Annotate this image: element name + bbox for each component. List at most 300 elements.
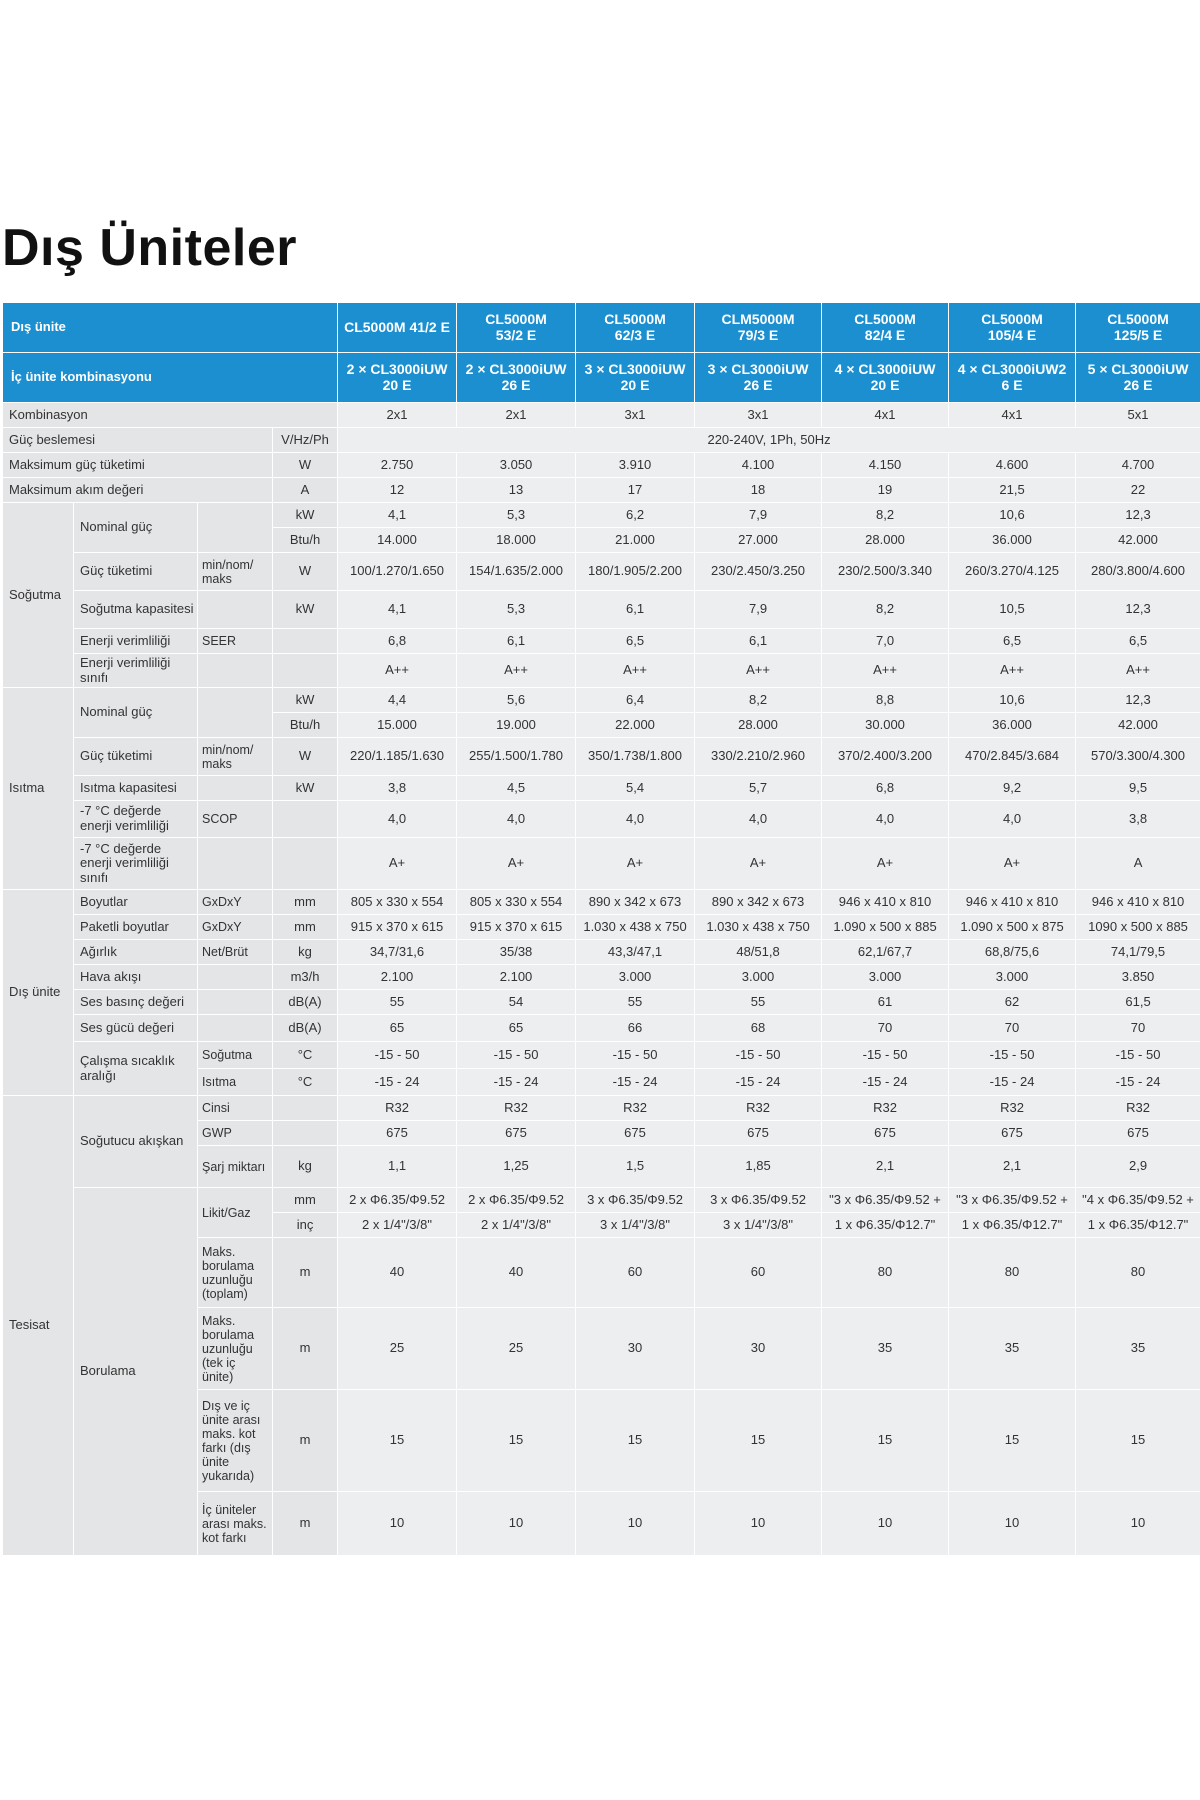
sogutma-kapasite-value-4: 7,9 xyxy=(695,591,822,629)
sogutma-kapasite-value-7: 12,3 xyxy=(1076,591,1200,629)
max-guc-unit: W xyxy=(273,453,338,478)
sogutma-nominal-kw-unit: kW xyxy=(273,503,338,528)
dis-calisma-heating-value-5: -15 - 24 xyxy=(822,1069,949,1096)
borulama-likit-mm-value-4: 3 x Φ6.35/Φ9.52 xyxy=(695,1188,822,1213)
isitma-kapasite-unit: kW xyxy=(273,776,338,801)
sogutma-verimlilik-value-6: 6,5 xyxy=(949,629,1076,654)
sogutma-kapasite-value-2: 5,3 xyxy=(457,591,576,629)
borulama-tek-value-2: 25 xyxy=(457,1308,576,1390)
borulama-kot-dis-value-5: 15 xyxy=(822,1390,949,1492)
header-model-4: CLM5000M 79/3 E xyxy=(695,303,822,353)
dis-hava-ref xyxy=(198,965,273,990)
sogutma-verimlilik xyxy=(3,629,1200,654)
dis-calisma-cooling-value-5: -15 - 50 xyxy=(822,1042,949,1069)
dis-hava-value-1: 2.100 xyxy=(338,965,457,990)
max-guc-value-1: 2.750 xyxy=(338,453,457,478)
sogutma-group-label: Soğutma xyxy=(3,503,74,688)
isitma-verimlilik-value-7: 3,8 xyxy=(1076,801,1200,838)
sogutucu-sarj-ref: Şarj miktarı xyxy=(198,1146,273,1188)
borulama-likit-inc-value-3: 3 x 1/4"/3/8" xyxy=(576,1213,695,1238)
borulama-toplam-value-5: 80 xyxy=(822,1238,949,1308)
dis-ses-basinc-unit: dB(A) xyxy=(273,990,338,1015)
isitma-sinif-value-4: A+ xyxy=(695,838,822,890)
isitma-sinif-label: -7 °C değerde enerji verimliliği sınıfı xyxy=(74,838,198,890)
dis-ses-basinc-ref xyxy=(198,990,273,1015)
sogutma-nominal-btu-value-4: 27.000 xyxy=(695,528,822,553)
dis-ses-basinc-value-3: 55 xyxy=(576,990,695,1015)
borulama-likit-mm xyxy=(3,1188,1200,1213)
max-akim-value-7: 22 xyxy=(1076,478,1200,503)
sogutucu-sarj-value-1: 1,1 xyxy=(338,1146,457,1188)
dis-ses-basinc-value-5: 61 xyxy=(822,990,949,1015)
kombinasyon-value-4: 3x1 xyxy=(695,403,822,428)
dis-ses-gucu-value-7: 70 xyxy=(1076,1015,1200,1042)
sogutma-guc-tuketimi-ref: min/nom/ maks xyxy=(198,553,273,591)
isitma-guc-tuketimi xyxy=(3,738,1200,776)
max-akim-value-2: 13 xyxy=(457,478,576,503)
sogutucu-gwp-value-1: 675 xyxy=(338,1121,457,1146)
sogutma-verimlilik-ref: SEER xyxy=(198,629,273,654)
kombinasyon-value-6: 4x1 xyxy=(949,403,1076,428)
isitma-nominal-btu-value-2: 19.000 xyxy=(457,713,576,738)
dis-ses-gucu-value-1: 65 xyxy=(338,1015,457,1042)
isitma-nominal-kw-value-1: 4,4 xyxy=(338,688,457,713)
dis-ses-basinc-label: Ses basınç değeri xyxy=(74,990,198,1015)
dis-ses-gucu-value-5: 70 xyxy=(822,1015,949,1042)
isitma-nominal-btu-value-3: 22.000 xyxy=(576,713,695,738)
sogutucu-cinsi-value-1: R32 xyxy=(338,1096,457,1121)
dis-paketli-value-2: 915 x 370 x 615 xyxy=(457,915,576,940)
dis-calisma-heating-value-6: -15 - 24 xyxy=(949,1069,1076,1096)
kombinasyon-label: Kombinasyon xyxy=(3,403,338,428)
dis-boyutlar-value-2: 805 x 330 x 554 xyxy=(457,890,576,915)
dis-ses-gucu-value-2: 65 xyxy=(457,1015,576,1042)
borulama-kot-dis-value-1: 15 xyxy=(338,1390,457,1492)
sogutma-sinif-ref xyxy=(198,654,273,688)
sogutma-nominal-kw-value-3: 6,2 xyxy=(576,503,695,528)
header-model-5: CL5000M 82/4 E xyxy=(822,303,949,353)
dis-agirlik-unit: kg xyxy=(273,940,338,965)
sogutucu-cinsi-value-2: R32 xyxy=(457,1096,576,1121)
guc-beslemesi-unit: V/Hz/Ph xyxy=(273,428,338,453)
dis-agirlik-value-2: 35/38 xyxy=(457,940,576,965)
max-guc-value-4: 4.100 xyxy=(695,453,822,478)
isitma-guc-tuketimi-unit: W xyxy=(273,738,338,776)
sogutma-kapasite xyxy=(3,591,1200,629)
isitma-sinif-unit xyxy=(273,838,338,890)
max-akim-value-1: 12 xyxy=(338,478,457,503)
isitma-nominal-kw-unit: kW xyxy=(273,688,338,713)
max-akim-value-5: 19 xyxy=(822,478,949,503)
guc-beslemesi-value: 220-240V, 1Ph, 50Hz xyxy=(338,428,1200,453)
isitma-sinif xyxy=(3,838,1200,890)
dis-hava-value-3: 3.000 xyxy=(576,965,695,990)
isitma-nominal-btu-value-7: 42.000 xyxy=(1076,713,1200,738)
dis-calisma-cooling-value-3: -15 - 50 xyxy=(576,1042,695,1069)
isitma-kapasite-value-2: 4,5 xyxy=(457,776,576,801)
row-max-guc xyxy=(3,453,1200,478)
isitma-guc-tuketimi-ref: min/nom/ maks xyxy=(198,738,273,776)
dis-calisma-label: Çalışma sıcaklık aralığı xyxy=(74,1042,198,1096)
sogutucu-cinsi-ref: Cinsi xyxy=(198,1096,273,1121)
isitma-kapasite-value-6: 9,2 xyxy=(949,776,1076,801)
sogutma-nominal-kw xyxy=(3,503,1200,528)
dis-ses-basinc-value-4: 55 xyxy=(695,990,822,1015)
spec-table-body xyxy=(3,303,1200,1556)
dis-hava-label: Hava akışı xyxy=(74,965,198,990)
dis-ses-gucu-value-4: 68 xyxy=(695,1015,822,1042)
sogutma-sinif-value-7: A++ xyxy=(1076,654,1200,688)
dis-boyutlar-ref: GxDxY xyxy=(198,890,273,915)
dis-agirlik-value-6: 68,8/75,6 xyxy=(949,940,1076,965)
borulama-likit-mm-value-1: 2 x Φ6.35/Φ9.52 xyxy=(338,1188,457,1213)
isitma-verimlilik-value-1: 4,0 xyxy=(338,801,457,838)
isitma-sinif-ref xyxy=(198,838,273,890)
dis-calisma-heating-value-1: -15 - 24 xyxy=(338,1069,457,1096)
sogutucu-label: Soğutucu akışkan xyxy=(74,1096,198,1188)
isitma-verimlilik-value-5: 4,0 xyxy=(822,801,949,838)
dis-hava-value-4: 3.000 xyxy=(695,965,822,990)
borulama-kot-ic-value-6: 10 xyxy=(949,1492,1076,1556)
sogutma-guc-tuketimi xyxy=(3,553,1200,591)
sogutma-kapasite-label: Soğutma kapasitesi xyxy=(74,591,198,629)
sogutma-nominal-kw-value-5: 8,2 xyxy=(822,503,949,528)
sogutma-nominal-btu-value-1: 14.000 xyxy=(338,528,457,553)
sogutma-guc-tuketimi-value-6: 260/3.270/4.125 xyxy=(949,553,1076,591)
isitma-kapasite-label: Isıtma kapasitesi xyxy=(74,776,198,801)
sogutma-verimlilik-value-5: 7,0 xyxy=(822,629,949,654)
dis-ses-basinc-value-2: 54 xyxy=(457,990,576,1015)
borulama-likit-mm-value-3: 3 x Φ6.35/Φ9.52 xyxy=(576,1188,695,1213)
isitma-guc-tuketimi-value-7: 570/3.300/4.300 xyxy=(1076,738,1200,776)
sogutma-nominal-kw-value-7: 12,3 xyxy=(1076,503,1200,528)
borulama-kot-ic-value-4: 10 xyxy=(695,1492,822,1556)
borulama-toplam-unit: m xyxy=(273,1238,338,1308)
dis-paketli-unit: mm xyxy=(273,915,338,940)
dis-agirlik xyxy=(3,940,1200,965)
sogutma-guc-tuketimi-value-1: 100/1.270/1.650 xyxy=(338,553,457,591)
sogutma-sinif-label: Enerji verimliliği sınıfı xyxy=(74,654,198,688)
dis-ses-gucu xyxy=(3,1015,1200,1042)
sogutma-guc-tuketimi-value-5: 230/2.500/3.340 xyxy=(822,553,949,591)
borulama-likit-ref: Likit/Gaz xyxy=(198,1188,273,1238)
header-row-indoor xyxy=(3,353,1200,403)
isitma-sinif-value-3: A+ xyxy=(576,838,695,890)
sogutma-kapasite-value-5: 8,2 xyxy=(822,591,949,629)
max-guc-value-6: 4.600 xyxy=(949,453,1076,478)
dis-paketli-value-3: 1.030 x 438 x 750 xyxy=(576,915,695,940)
dis-calisma-cooling-ref: Soğutma xyxy=(198,1042,273,1069)
sogutucu-sarj-value-7: 2,9 xyxy=(1076,1146,1200,1188)
isitma-guc-tuketimi-label: Güç tüketimi xyxy=(74,738,198,776)
dis-boyutlar-value-3: 890 x 342 x 673 xyxy=(576,890,695,915)
dis-boyutlar-value-7: 946 x 410 x 810 xyxy=(1076,890,1200,915)
isitma-sinif-value-5: A+ xyxy=(822,838,949,890)
header-model-1: CL5000M 41/2 E xyxy=(338,303,457,353)
sogutucu-cinsi-value-4: R32 xyxy=(695,1096,822,1121)
dis-paketli-value-6: 1.090 x 500 x 875 xyxy=(949,915,1076,940)
borulama-toplam-value-3: 60 xyxy=(576,1238,695,1308)
dis-agirlik-label: Ağırlık xyxy=(74,940,198,965)
dis-ses-basinc-value-7: 61,5 xyxy=(1076,990,1200,1015)
sogutucu-sarj-unit: kg xyxy=(273,1146,338,1188)
isitma-verimlilik xyxy=(3,801,1200,838)
sogutma-kapasite-value-3: 6,1 xyxy=(576,591,695,629)
sogutma-kapasite-ref xyxy=(198,591,273,629)
sogutma-verimlilik-value-3: 6,5 xyxy=(576,629,695,654)
sogutucu-cinsi-value-7: R32 xyxy=(1076,1096,1200,1121)
dis-calisma-cooling-value-4: -15 - 50 xyxy=(695,1042,822,1069)
borulama-kot-ic-value-3: 10 xyxy=(576,1492,695,1556)
dis-paketli-label: Paketli boyutlar xyxy=(74,915,198,940)
sogutma-kapasite-value-1: 4,1 xyxy=(338,591,457,629)
borulama-kot-ic-value-2: 10 xyxy=(457,1492,576,1556)
sogutucu-sarj-value-3: 1,5 xyxy=(576,1146,695,1188)
header-indoor-5: 4 × CL3000iUW 20 E xyxy=(822,353,949,403)
dis-ses-basinc xyxy=(3,990,1200,1015)
header-model-3: CL5000M 62/3 E xyxy=(576,303,695,353)
max-akim-value-6: 21,5 xyxy=(949,478,1076,503)
dis-boyutlar xyxy=(3,890,1200,915)
isitma-verimlilik-value-4: 4,0 xyxy=(695,801,822,838)
row-guc-beslemesi xyxy=(3,428,1200,453)
sogutma-sinif xyxy=(3,654,1200,688)
dis-calisma-cooling-unit: °C xyxy=(273,1042,338,1069)
dis-agirlik-value-3: 43,3/47,1 xyxy=(576,940,695,965)
sogutma-verimlilik-unit xyxy=(273,629,338,654)
borulama-tek-value-4: 30 xyxy=(695,1308,822,1390)
isitma-sinif-value-7: A xyxy=(1076,838,1200,890)
max-guc-value-2: 3.050 xyxy=(457,453,576,478)
sogutma-guc-tuketimi-value-3: 180/1.905/2.200 xyxy=(576,553,695,591)
kombinasyon-value-1: 2x1 xyxy=(338,403,457,428)
dis-paketli-ref: GxDxY xyxy=(198,915,273,940)
borulama-tek-unit: m xyxy=(273,1308,338,1390)
dis-ses-gucu-value-6: 70 xyxy=(949,1015,1076,1042)
borulama-tek-value-6: 35 xyxy=(949,1308,1076,1390)
kombinasyon-value-3: 3x1 xyxy=(576,403,695,428)
dis-ses-gucu-unit: dB(A) xyxy=(273,1015,338,1042)
sogutma-nominal-kw-value-2: 5,3 xyxy=(457,503,576,528)
isitma-kapasite-value-5: 6,8 xyxy=(822,776,949,801)
header-outdoor-label: Dış ünite xyxy=(3,303,338,353)
page-title: Dış Üniteler xyxy=(2,219,297,277)
borulama-kot-dis-value-7: 15 xyxy=(1076,1390,1200,1492)
borulama-toplam-value-7: 80 xyxy=(1076,1238,1200,1308)
sogutma-guc-tuketimi-value-2: 154/1.635/2.000 xyxy=(457,553,576,591)
dis-boyutlar-value-4: 890 x 342 x 673 xyxy=(695,890,822,915)
sogutma-verimlilik-value-2: 6,1 xyxy=(457,629,576,654)
sogutma-nominal-btu-value-6: 36.000 xyxy=(949,528,1076,553)
header-indoor-3: 3 × CL3000iUW 20 E xyxy=(576,353,695,403)
dis-paketli-value-7: 1090 x 500 x 885 xyxy=(1076,915,1200,940)
isitma-sinif-value-1: A+ xyxy=(338,838,457,890)
dis-calisma-cooling-value-6: -15 - 50 xyxy=(949,1042,1076,1069)
dis-paketli-value-1: 915 x 370 x 615 xyxy=(338,915,457,940)
header-row-outdoor xyxy=(3,303,1200,353)
dis-ses-basinc-value-1: 55 xyxy=(338,990,457,1015)
borulama-likit-mm-value-6: "3 x Φ6.35/Φ9.52 + xyxy=(949,1188,1076,1213)
sogutma-nominal-btu-value-5: 28.000 xyxy=(822,528,949,553)
sogutucu-sarj-value-6: 2,1 xyxy=(949,1146,1076,1188)
isitma-nominal-btu-value-1: 15.000 xyxy=(338,713,457,738)
max-akim-value-4: 18 xyxy=(695,478,822,503)
isitma-guc-tuketimi-value-1: 220/1.185/1.630 xyxy=(338,738,457,776)
borulama-likit-inc-value-2: 2 x 1/4"/3/8" xyxy=(457,1213,576,1238)
sogutucu-gwp-unit xyxy=(273,1121,338,1146)
sogutucu-cinsi-value-3: R32 xyxy=(576,1096,695,1121)
isitma-kapasite-ref xyxy=(198,776,273,801)
isitma-nominal-ref xyxy=(198,688,273,738)
sogutucu-cinsi-value-6: R32 xyxy=(949,1096,1076,1121)
sogutucu-sarj-value-5: 2,1 xyxy=(822,1146,949,1188)
borulama-tek-value-1: 25 xyxy=(338,1308,457,1390)
isitma-nominal-kw-value-7: 12,3 xyxy=(1076,688,1200,713)
sogutucu-sarj-value-4: 1,85 xyxy=(695,1146,822,1188)
borulama-kot-dis-value-4: 15 xyxy=(695,1390,822,1492)
isitma-nominal-kw-value-6: 10,6 xyxy=(949,688,1076,713)
borulama-likit-inc-value-5: 1 x Φ6.35/Φ12.7" xyxy=(822,1213,949,1238)
sogutucu-gwp-value-5: 675 xyxy=(822,1121,949,1146)
sogutma-nominal-btu-value-3: 21.000 xyxy=(576,528,695,553)
sogutucu-gwp-value-7: 675 xyxy=(1076,1121,1200,1146)
max-guc-value-5: 4.150 xyxy=(822,453,949,478)
isitma-nominal-btu-value-4: 28.000 xyxy=(695,713,822,738)
dis-ses-basinc-value-6: 62 xyxy=(949,990,1076,1015)
borulama-kot-ic-value-7: 10 xyxy=(1076,1492,1200,1556)
kombinasyon-value-5: 4x1 xyxy=(822,403,949,428)
isitma-group-label: Isıtma xyxy=(3,688,74,890)
max-akim-label: Maksimum akım değeri xyxy=(3,478,273,503)
isitma-verimlilik-value-2: 4,0 xyxy=(457,801,576,838)
sogutucu-gwp-value-2: 675 xyxy=(457,1121,576,1146)
dis-agirlik-value-5: 62,1/67,7 xyxy=(822,940,949,965)
isitma-nominal-kw-value-2: 5,6 xyxy=(457,688,576,713)
isitma-nominal-label: Nominal güç xyxy=(74,688,198,738)
max-guc-value-3: 3.910 xyxy=(576,453,695,478)
isitma-nominal-btu-value-6: 36.000 xyxy=(949,713,1076,738)
borulama-label: Borulama xyxy=(74,1188,198,1556)
borulama-kot-ic-value-1: 10 xyxy=(338,1492,457,1556)
sogutma-nominal-kw-value-6: 10,6 xyxy=(949,503,1076,528)
dis-hava-value-5: 3.000 xyxy=(822,965,949,990)
dis-calisma-heating-ref: Isıtma xyxy=(198,1069,273,1096)
isitma-nominal-kw xyxy=(3,688,1200,713)
borulama-tek-value-5: 35 xyxy=(822,1308,949,1390)
row-kombinasyon xyxy=(3,403,1200,428)
dis-boyutlar-unit: mm xyxy=(273,890,338,915)
sogutma-verimlilik-value-4: 6,1 xyxy=(695,629,822,654)
sogutma-verimlilik-label: Enerji verimliliği xyxy=(74,629,198,654)
dis-calisma-cooling-value-7: -15 - 50 xyxy=(1076,1042,1200,1069)
isitma-nominal-btu-value-5: 30.000 xyxy=(822,713,949,738)
borulama-toplam-ref: Maks. borulama uzunluğu (toplam) xyxy=(198,1238,273,1308)
max-guc-label: Maksimum güç tüketimi xyxy=(3,453,273,478)
dis-calisma-heating-value-3: -15 - 24 xyxy=(576,1069,695,1096)
dis-agirlik-value-7: 74,1/79,5 xyxy=(1076,940,1200,965)
tesisat-cinsi xyxy=(3,1096,1200,1121)
borulama-kot-ic-ref: İç üniteler arası maks. kot farkı xyxy=(198,1492,273,1556)
sogutma-nominal-btu-value-2: 18.000 xyxy=(457,528,576,553)
dis-paketli-value-5: 1.090 x 500 x 885 xyxy=(822,915,949,940)
guc-beslemesi-label: Güç beslemesi xyxy=(3,428,273,453)
sogutma-sinif-unit xyxy=(273,654,338,688)
header-indoor-4: 3 × CL3000iUW 26 E xyxy=(695,353,822,403)
sogutucu-sarj-value-2: 1,25 xyxy=(457,1146,576,1188)
dis-ses-gucu-ref xyxy=(198,1015,273,1042)
sogutma-guc-tuketimi-unit: W xyxy=(273,553,338,591)
borulama-tek-value-7: 35 xyxy=(1076,1308,1200,1390)
dis-agirlik-value-1: 34,7/31,6 xyxy=(338,940,457,965)
isitma-verimlilik-value-6: 4,0 xyxy=(949,801,1076,838)
isitma-nominal-kw-value-3: 6,4 xyxy=(576,688,695,713)
sogutucu-cinsi-unit xyxy=(273,1096,338,1121)
isitma-nominal-btu-unit: Btu/h xyxy=(273,713,338,738)
dis-boyutlar-value-5: 946 x 410 x 810 xyxy=(822,890,949,915)
borulama-likit-inc-value-6: 1 x Φ6.35/Φ12.7" xyxy=(949,1213,1076,1238)
sogutucu-gwp-value-3: 675 xyxy=(576,1121,695,1146)
isitma-nominal-kw-value-4: 8,2 xyxy=(695,688,822,713)
spec-table xyxy=(2,302,1200,1556)
header-indoor-1: 2 × CL3000iUW 20 E xyxy=(338,353,457,403)
sogutma-sinif-value-3: A++ xyxy=(576,654,695,688)
sogutma-kapasite-unit: kW xyxy=(273,591,338,629)
isitma-nominal-kw-value-5: 8,8 xyxy=(822,688,949,713)
row-max-akim xyxy=(3,478,1200,503)
isitma-sinif-value-2: A+ xyxy=(457,838,576,890)
borulama-kot-dis-unit: m xyxy=(273,1390,338,1492)
isitma-sinif-value-6: A+ xyxy=(949,838,1076,890)
dis-calisma-heating-value-4: -15 - 24 xyxy=(695,1069,822,1096)
sogutma-nominal-btu-value-7: 42.000 xyxy=(1076,528,1200,553)
isitma-kapasite-value-7: 9,5 xyxy=(1076,776,1200,801)
dis-unite-group-label: Dış ünite xyxy=(3,890,74,1096)
sogutucu-cinsi-value-5: R32 xyxy=(822,1096,949,1121)
dis-calisma-heating-unit: °C xyxy=(273,1069,338,1096)
borulama-toplam-value-6: 80 xyxy=(949,1238,1076,1308)
sogutma-guc-tuketimi-value-4: 230/2.450/3.250 xyxy=(695,553,822,591)
borulama-likit-inc-unit: inç xyxy=(273,1213,338,1238)
dis-agirlik-value-4: 48/51,8 xyxy=(695,940,822,965)
borulama-toplam-value-1: 40 xyxy=(338,1238,457,1308)
sogutma-sinif-value-6: A++ xyxy=(949,654,1076,688)
dis-calisma-cooling-value-2: -15 - 50 xyxy=(457,1042,576,1069)
dis-calisma-cooling-value-1: -15 - 50 xyxy=(338,1042,457,1069)
borulama-likit-inc-value-7: 1 x Φ6.35/Φ12.7" xyxy=(1076,1213,1200,1238)
isitma-verimlilik-value-3: 4,0 xyxy=(576,801,695,838)
borulama-tek-ref: Maks. borulama uzunluğu (tek iç ünite) xyxy=(198,1308,273,1390)
isitma-guc-tuketimi-value-6: 470/2.845/3.684 xyxy=(949,738,1076,776)
dis-calisma-heating-value-7: -15 - 24 xyxy=(1076,1069,1200,1096)
borulama-kot-ic-value-5: 10 xyxy=(822,1492,949,1556)
sogutucu-gwp-value-6: 675 xyxy=(949,1121,1076,1146)
sogutma-verimlilik-value-1: 6,8 xyxy=(338,629,457,654)
sogutma-nominal-label: Nominal güç xyxy=(74,503,198,553)
sogutma-nominal-ref xyxy=(198,503,273,553)
borulama-likit-inc-value-4: 3 x 1/4"/3/8" xyxy=(695,1213,822,1238)
dis-hava xyxy=(3,965,1200,990)
sogutma-nominal-btu-unit: Btu/h xyxy=(273,528,338,553)
dis-boyutlar-label: Boyutlar xyxy=(74,890,198,915)
sogutucu-gwp-ref: GWP xyxy=(198,1121,273,1146)
dis-boyutlar-value-1: 805 x 330 x 554 xyxy=(338,890,457,915)
isitma-kapasite xyxy=(3,776,1200,801)
sogutma-guc-tuketimi-value-7: 280/3.800/4.600 xyxy=(1076,553,1200,591)
max-guc-value-7: 4.700 xyxy=(1076,453,1200,478)
dis-ses-gucu-label: Ses gücü değeri xyxy=(74,1015,198,1042)
isitma-guc-tuketimi-value-3: 350/1.738/1.800 xyxy=(576,738,695,776)
dis-boyutlar-value-6: 946 x 410 x 810 xyxy=(949,890,1076,915)
